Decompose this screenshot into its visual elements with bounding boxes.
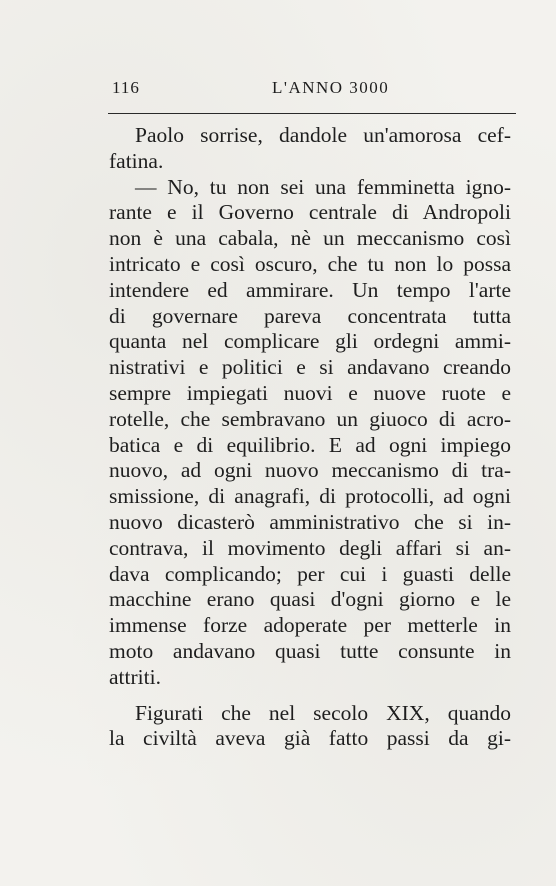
text-line: rante e il Governo centrale di Andropoli: [109, 200, 511, 225]
text-line: nuovo, ad ogni nuovo meccanismo di tra-: [109, 458, 511, 483]
body-text: [109, 123, 511, 752]
text-line: sempre impiegati nuovi e nuove ruote e: [109, 380, 511, 405]
text-line: Paolo sorrise, dandole un'amorosa cef-: [135, 123, 511, 147]
text-line: di governare pareva concentrata tutta: [109, 303, 511, 328]
header-rule: [108, 113, 516, 114]
text-line: moto andavano quasi tutte consunte in: [109, 638, 511, 663]
text-line: quanta nel complicare gli ordegni ammi-: [109, 329, 511, 354]
text-line: fatina.: [109, 148, 164, 173]
text-line: la civiltà aveva già fatto passi da gi-: [109, 726, 511, 751]
text-line: macchine erano quasi d'ogni giorno e le: [109, 587, 511, 612]
text-line: rotelle, che sembravano un giuoco di acro-: [109, 406, 511, 431]
page-header: [112, 78, 514, 100]
text-line: dava complicando; per cui i guasti delle: [109, 561, 511, 586]
text-line: contrava, il movimento degli affari si an-: [109, 535, 511, 560]
text-line: attriti.: [109, 664, 161, 689]
text-line: — No, tu non sei una femminetta igno-: [135, 174, 511, 199]
text-line: nuovo dicasterò amministrativo che si in-: [109, 509, 511, 534]
text-line: batica e di equilibrio. E ad ogni impiego: [109, 432, 511, 457]
text-line: Figurati che nel secolo XIX, quando: [135, 700, 511, 725]
text-line: intricato e così oscuro, che tu non lo possa: [109, 251, 511, 276]
text-line: immense forze adoperate per metterle in: [109, 613, 511, 638]
text-line: intendere ed ammirare. Un tempo l'arte: [109, 277, 511, 302]
running-title: L'ANNO 3000: [272, 78, 390, 97]
text-line: smissione, di anagrafi, di protocolli, ad ogni: [109, 484, 511, 509]
page-number: 116: [112, 78, 140, 97]
text-line: nistrativi e politici e si andavano creando: [109, 355, 511, 380]
text-line: non è una cabala, nè un meccanismo così: [109, 226, 511, 251]
